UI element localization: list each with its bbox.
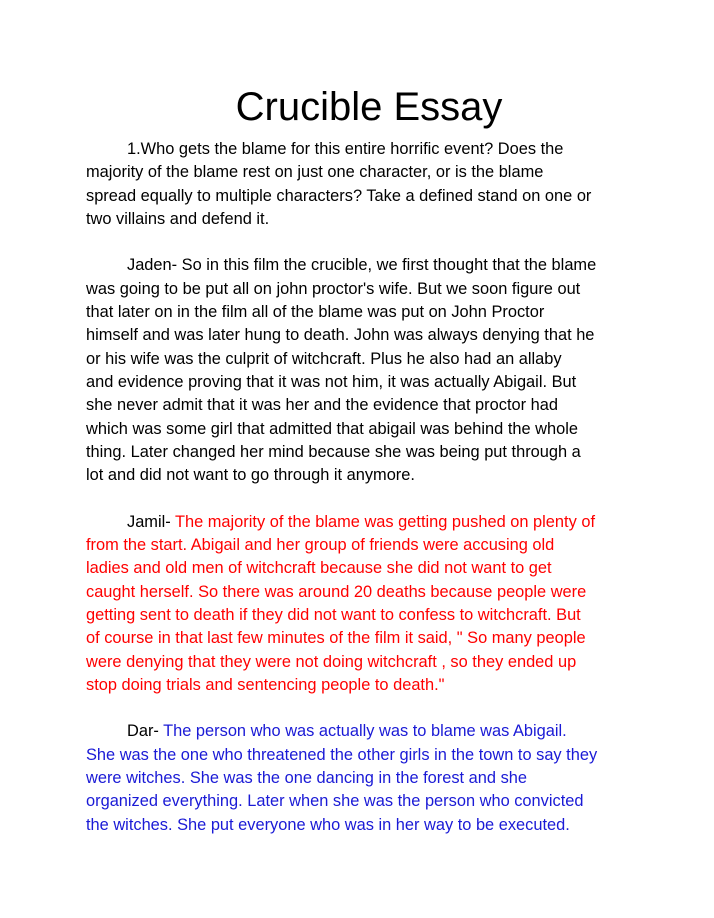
jamil-line: from the start. Abigail and her group of friends were accusing old — [86, 536, 555, 555]
jamil-line: stop doing trials and sentencing people to death." — [86, 675, 445, 694]
essay-body — [86, 84, 642, 837]
dar-text: The person who was actually was to blame was Abigail. — [158, 722, 567, 741]
jaden-text: So in this film the crucible, we first thought that the blame — [177, 256, 597, 275]
prompt-paragraph — [86, 138, 642, 231]
dar-speaker: Dar- — [127, 722, 159, 741]
dar-line: organized everything. Later when she was the person who convicted — [86, 792, 584, 811]
essay-title: Crucible Essay — [235, 85, 503, 129]
prompt-line: spread equally to multiple characters? Take a defined stand on one or — [86, 186, 592, 205]
jaden-line: she never admit that it was her and the evidence that proctor had — [86, 396, 558, 415]
jamil-line — [86, 511, 642, 534]
jaden-line: lot and did not want to go through it anymore. — [86, 466, 415, 485]
prompt-line: majority of the blame rest on just one character, or is the blame — [86, 163, 544, 182]
jamil-text: The majority of the blame was getting pushed on plenty of — [170, 512, 596, 531]
jaden-line: was going to be put all on john proctor's wife. But we soon figure out — [86, 279, 581, 298]
paragraph-spacer — [86, 487, 642, 510]
jamil-line: of course in that last few minutes of the film it said, " So many people — [86, 629, 586, 648]
jaden-line: or his wife was the culprit of witchcraft. Plus he also had an allaby — [86, 349, 562, 368]
paragraph-spacer — [86, 231, 642, 254]
prompt-line: two villains and defend it. — [86, 209, 270, 228]
jamil-line: caught herself. So there was around 20 deaths because people were — [86, 582, 587, 601]
jaden-line: that later on in the film all of the blame was put on John Proctor — [86, 303, 545, 322]
prompt-line: 1.Who gets the blame for this entire horrific event? Does the — [127, 140, 564, 158]
dar-paragraph — [86, 720, 642, 836]
jaden-speaker: Jaden- — [127, 256, 178, 275]
dar-line: She was the one who threatened the other girls in the town to say they — [86, 745, 598, 764]
dar-line: were witches. She was the one dancing in the forest and she — [86, 769, 527, 788]
jaden-line — [86, 254, 642, 277]
jaden-line: thing. Later changed her mind because she was being put through a — [86, 442, 581, 461]
jaden-paragraph — [86, 254, 642, 487]
jamil-paragraph — [86, 511, 642, 697]
jamil-line: getting sent to death if they did not want to confess to witchcraft. But — [86, 605, 581, 624]
dar-line: the witches. She put everyone who was in her way to be executed. — [86, 815, 570, 834]
paragraph-spacer — [86, 697, 642, 720]
jaden-line: and evidence proving that it was not him, it was actually Abigail. But — [86, 372, 577, 391]
jaden-line: which was some girl that admitted that abigail was behind the whole — [86, 419, 578, 438]
jaden-line: himself and was later hung to death. John was always denying that he — [86, 326, 595, 345]
jamil-line: ladies and old men of witchcraft because she did not want to get — [86, 559, 552, 578]
jamil-speaker: Jamil- — [127, 512, 171, 531]
dar-line — [86, 720, 642, 743]
jamil-line: were denying that they were not doing witchcraft , so they ended up — [86, 652, 577, 671]
